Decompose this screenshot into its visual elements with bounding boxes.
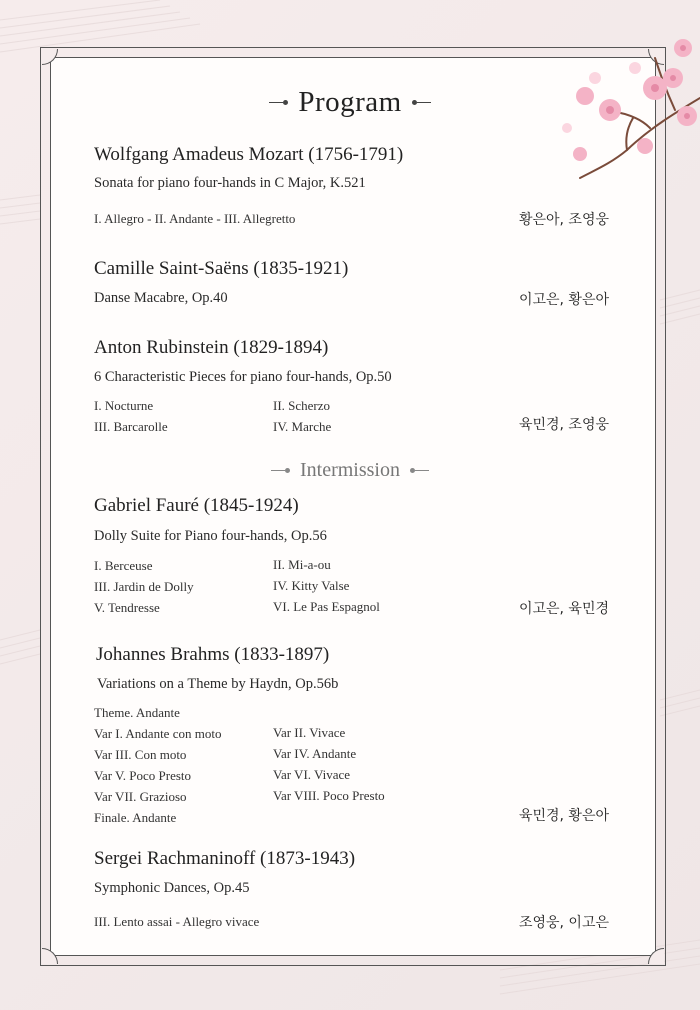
movement: VI. Le Pas Espagnol <box>273 599 380 614</box>
work-title: Symphonic Dances, Op.45 <box>94 880 250 896</box>
performers: 조영웅, 이고은 <box>518 915 609 931</box>
movement: Var IV. Andante <box>273 746 357 761</box>
composer-name: Anton Rubinstein (1829-1894) <box>94 337 329 358</box>
movement: I. Nocturne <box>94 398 154 413</box>
movement: Var III. Con moto <box>94 747 187 762</box>
composer-name: Wolfgang Amadeus Mozart (1756-1791) <box>94 144 404 165</box>
intermission-heading <box>0 459 700 482</box>
movement: V. Tendresse <box>94 600 160 615</box>
movement: Theme. Andante <box>94 705 180 720</box>
composer-name: Gabriel Fauré (1845-1924) <box>94 495 299 516</box>
work-title: Dolly Suite for Piano four-hands, Op.56 <box>94 528 327 544</box>
performers: 육민경, 황은아 <box>518 808 609 824</box>
movement: III. Jardin de Dolly <box>94 579 194 594</box>
composer-name: Camille Saint-Saëns (1835-1921) <box>94 258 349 279</box>
movement: III. Barcarolle <box>94 419 168 434</box>
heading-ornament-right <box>410 468 429 473</box>
composer-name: Sergei Rachmaninoff (1873-1943) <box>94 848 356 869</box>
heading-ornament-right <box>412 100 431 105</box>
heading-ornament-left <box>271 468 290 473</box>
movement: Var V. Poco Presto <box>94 768 192 783</box>
movement: III. Lento assai - Allegro vivace <box>94 914 260 929</box>
work-title: Danse Macabre, Op.40 <box>94 290 228 306</box>
work-title: Variations on a Theme by Haydn, Op.56b <box>97 676 339 692</box>
movement: IV. Marche <box>273 419 332 434</box>
page-title: Program <box>298 86 402 118</box>
movement: I. Berceuse <box>94 558 153 573</box>
work-title: 6 Characteristic Pieces for piano four-hands, Op.50 <box>94 369 392 385</box>
movement: II. Scherzo <box>273 398 331 413</box>
composer-name: Johannes Brahms (1833-1897) <box>96 644 330 665</box>
performers: 육민경, 조영웅 <box>518 417 609 433</box>
movement: I. Allegro - II. Andante - III. Allegretto <box>94 211 296 226</box>
movement: Var I. Andante con moto <box>94 726 222 741</box>
performers: 황은아, 조영웅 <box>518 212 609 228</box>
movement: Var VII. Grazioso <box>94 789 187 804</box>
movement: Var VIII. Poco Presto <box>273 788 385 803</box>
intermission-label: Intermission <box>300 459 400 481</box>
movement: II. Mi-a-ou <box>273 557 331 572</box>
movement: Var VI. Vivace <box>273 767 351 782</box>
work-title: Sonata for piano four-hands in C Major, K.521 <box>94 175 366 191</box>
movement: Var II. Vivace <box>273 725 346 740</box>
movement: Finale. Andante <box>94 810 177 825</box>
performers: 이고은, 육민경 <box>518 601 609 617</box>
performers: 이고은, 황은아 <box>518 292 609 308</box>
program-heading <box>0 86 700 119</box>
heading-ornament-left <box>269 100 288 105</box>
movement: IV. Kitty Valse <box>273 578 350 593</box>
